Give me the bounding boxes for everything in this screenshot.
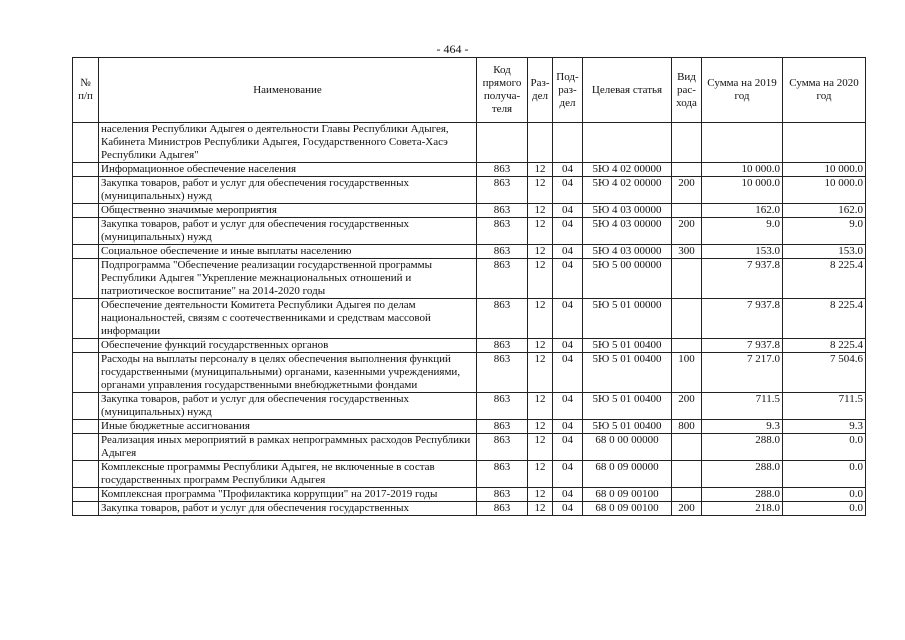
cell-target: 5Ю 5 00 00000 bbox=[583, 259, 672, 299]
cell-sum-2020: 7 504.6 bbox=[783, 353, 866, 393]
cell-podrazdel: 04 bbox=[553, 299, 583, 339]
cell-podrazdel: 04 bbox=[553, 420, 583, 434]
cell-code bbox=[477, 123, 528, 163]
cell-sum-2019: 288.0 bbox=[702, 461, 783, 488]
cell-target: 68 0 09 00000 bbox=[583, 461, 672, 488]
cell-vid: 100 bbox=[672, 353, 702, 393]
cell-num bbox=[73, 502, 99, 516]
cell-num bbox=[73, 339, 99, 353]
cell-podrazdel: 04 bbox=[553, 488, 583, 502]
cell-sum-2019: 10 000.0 bbox=[702, 177, 783, 204]
table-row bbox=[73, 177, 866, 204]
cell-podrazdel: 04 bbox=[553, 353, 583, 393]
cell-vid: 200 bbox=[672, 502, 702, 516]
table-row bbox=[73, 259, 866, 299]
cell-num bbox=[73, 488, 99, 502]
cell-code: 863 bbox=[477, 488, 528, 502]
cell-sum-2019: 153.0 bbox=[702, 245, 783, 259]
cell-target: 5Ю 4 02 00000 bbox=[583, 177, 672, 204]
cell-razdel: 12 bbox=[528, 259, 553, 299]
cell-razdel: 12 bbox=[528, 502, 553, 516]
cell-name: Социальное обеспечение и иные выплаты населению bbox=[99, 245, 477, 259]
cell-num bbox=[73, 353, 99, 393]
cell-sum-2019: 9.3 bbox=[702, 420, 783, 434]
cell-sum-2020: 0.0 bbox=[783, 502, 866, 516]
cell-code: 863 bbox=[477, 204, 528, 218]
cell-vid bbox=[672, 123, 702, 163]
cell-razdel: 12 bbox=[528, 393, 553, 420]
cell-name: Закупка товаров, работ и услуг для обеспечения государственных bbox=[99, 502, 477, 516]
cell-vid bbox=[672, 488, 702, 502]
cell-name: Закупка товаров, работ и услуг для обеспечения государственных (муниципальных) нужд bbox=[99, 218, 477, 245]
cell-code: 863 bbox=[477, 259, 528, 299]
cell-razdel: 12 bbox=[528, 177, 553, 204]
table-row bbox=[73, 488, 866, 502]
cell-sum-2019: 7 937.8 bbox=[702, 299, 783, 339]
cell-name: Комплексная программа "Профилактика коррупции" на 2017-2019 годы bbox=[99, 488, 477, 502]
header-num: № п/п bbox=[73, 58, 99, 123]
cell-num bbox=[73, 393, 99, 420]
table-row bbox=[73, 245, 866, 259]
cell-podrazdel bbox=[553, 123, 583, 163]
cell-sum-2019: 9.0 bbox=[702, 218, 783, 245]
cell-podrazdel: 04 bbox=[553, 218, 583, 245]
cell-razdel bbox=[528, 123, 553, 163]
cell-target: 5Ю 5 01 00000 bbox=[583, 299, 672, 339]
cell-sum-2020: 0.0 bbox=[783, 461, 866, 488]
cell-num bbox=[73, 245, 99, 259]
table-row bbox=[73, 420, 866, 434]
cell-code: 863 bbox=[477, 461, 528, 488]
table-row bbox=[73, 461, 866, 488]
cell-sum-2019: 288.0 bbox=[702, 434, 783, 461]
cell-num bbox=[73, 259, 99, 299]
cell-podrazdel: 04 bbox=[553, 339, 583, 353]
cell-code: 863 bbox=[477, 420, 528, 434]
cell-sum-2019: 288.0 bbox=[702, 488, 783, 502]
cell-razdel: 12 bbox=[528, 339, 553, 353]
cell-razdel: 12 bbox=[528, 420, 553, 434]
cell-vid: 300 bbox=[672, 245, 702, 259]
cell-num bbox=[73, 163, 99, 177]
cell-sum-2019: 218.0 bbox=[702, 502, 783, 516]
cell-razdel: 12 bbox=[528, 245, 553, 259]
cell-podrazdel: 04 bbox=[553, 434, 583, 461]
cell-podrazdel: 04 bbox=[553, 393, 583, 420]
cell-vid bbox=[672, 434, 702, 461]
cell-sum-2020: 10 000.0 bbox=[783, 163, 866, 177]
cell-target: 5Ю 4 03 00000 bbox=[583, 245, 672, 259]
table-row bbox=[73, 353, 866, 393]
header-sum-2019: Сумма на 2019 год bbox=[702, 58, 783, 123]
cell-name: Расходы на выплаты персоналу в целях обеспечения выполнения функций государственными (муниципальными) органами, казенными учреждениями, органами управления государственными внебюджетными фондами bbox=[99, 353, 477, 393]
cell-name: Иные бюджетные ассигнования bbox=[99, 420, 477, 434]
cell-code: 863 bbox=[477, 163, 528, 177]
cell-num bbox=[73, 177, 99, 204]
cell-podrazdel: 04 bbox=[553, 461, 583, 488]
cell-sum-2020: 8 225.4 bbox=[783, 299, 866, 339]
cell-vid: 200 bbox=[672, 218, 702, 245]
cell-podrazdel: 04 bbox=[553, 245, 583, 259]
cell-target: 5Ю 5 01 00400 bbox=[583, 420, 672, 434]
cell-vid bbox=[672, 461, 702, 488]
cell-code: 863 bbox=[477, 177, 528, 204]
header-razdel: Раз-дел bbox=[528, 58, 553, 123]
cell-code: 863 bbox=[477, 339, 528, 353]
page-number: - 464 - bbox=[436, 42, 469, 56]
cell-target: 68 0 00 00000 bbox=[583, 434, 672, 461]
cell-code: 863 bbox=[477, 299, 528, 339]
cell-vid: 800 bbox=[672, 420, 702, 434]
cell-target: 5Ю 4 03 00000 bbox=[583, 204, 672, 218]
cell-sum-2020: 0.0 bbox=[783, 488, 866, 502]
cell-num bbox=[73, 123, 99, 163]
cell-num bbox=[73, 420, 99, 434]
cell-razdel: 12 bbox=[528, 353, 553, 393]
cell-target: 68 0 09 00100 bbox=[583, 488, 672, 502]
cell-target: 5Ю 4 02 00000 bbox=[583, 163, 672, 177]
cell-sum-2020: 711.5 bbox=[783, 393, 866, 420]
cell-razdel: 12 bbox=[528, 488, 553, 502]
header-vid: Вид рас-хода bbox=[672, 58, 702, 123]
cell-sum-2019: 711.5 bbox=[702, 393, 783, 420]
cell-code: 863 bbox=[477, 245, 528, 259]
cell-sum-2020: 0.0 bbox=[783, 434, 866, 461]
table-row bbox=[73, 434, 866, 461]
cell-razdel: 12 bbox=[528, 461, 553, 488]
budget-table bbox=[72, 57, 866, 516]
cell-name: Общественно значимые мероприятия bbox=[99, 204, 477, 218]
cell-target: 5Ю 5 01 00400 bbox=[583, 339, 672, 353]
table-header bbox=[73, 58, 866, 123]
cell-podrazdel: 04 bbox=[553, 502, 583, 516]
cell-vid bbox=[672, 299, 702, 339]
cell-vid bbox=[672, 259, 702, 299]
cell-num bbox=[73, 204, 99, 218]
cell-num bbox=[73, 434, 99, 461]
cell-podrazdel: 04 bbox=[553, 177, 583, 204]
cell-code: 863 bbox=[477, 393, 528, 420]
cell-sum-2020: 162.0 bbox=[783, 204, 866, 218]
cell-razdel: 12 bbox=[528, 299, 553, 339]
cell-name: Подпрограмма "Обеспечение реализации государственной программы Республики Адыгея "Укрепление межнациональных отношений и патриотическое воспитание" на 2014-2020 годы bbox=[99, 259, 477, 299]
cell-sum-2020: 8 225.4 bbox=[783, 339, 866, 353]
cell-sum-2019: 7 217.0 bbox=[702, 353, 783, 393]
cell-sum-2020: 8 225.4 bbox=[783, 259, 866, 299]
cell-target: 5Ю 5 01 00400 bbox=[583, 393, 672, 420]
table-row bbox=[73, 163, 866, 177]
cell-razdel: 12 bbox=[528, 163, 553, 177]
cell-target bbox=[583, 123, 672, 163]
table-row bbox=[73, 218, 866, 245]
header-sum-2020: Сумма на 2020 год bbox=[783, 58, 866, 123]
table-row bbox=[73, 393, 866, 420]
header-code: Код прямого получа-теля bbox=[477, 58, 528, 123]
cell-num bbox=[73, 299, 99, 339]
cell-podrazdel: 04 bbox=[553, 259, 583, 299]
cell-name: Закупка товаров, работ и услуг для обеспечения государственных (муниципальных) нужд bbox=[99, 393, 477, 420]
cell-vid: 200 bbox=[672, 177, 702, 204]
cell-target: 5Ю 4 03 00000 bbox=[583, 218, 672, 245]
cell-sum-2020: 9.0 bbox=[783, 218, 866, 245]
cell-vid bbox=[672, 204, 702, 218]
cell-sum-2020: 153.0 bbox=[783, 245, 866, 259]
table-row bbox=[73, 502, 866, 516]
cell-sum-2020: 10 000.0 bbox=[783, 177, 866, 204]
table-row bbox=[73, 123, 866, 163]
cell-sum-2019: 7 937.8 bbox=[702, 259, 783, 299]
cell-code: 863 bbox=[477, 353, 528, 393]
cell-target: 5Ю 5 01 00400 bbox=[583, 353, 672, 393]
table-row bbox=[73, 204, 866, 218]
cell-name: населения Республики Адыгея о деятельности Главы Республики Адыгея, Кабинета Министров Республики Адыгея, Государственного Совета-Хасэ Республики Адыгея" bbox=[99, 123, 477, 163]
cell-sum-2019: 7 937.8 bbox=[702, 339, 783, 353]
cell-sum-2020 bbox=[783, 123, 866, 163]
cell-sum-2020: 9.3 bbox=[783, 420, 866, 434]
cell-podrazdel: 04 bbox=[553, 163, 583, 177]
cell-sum-2019 bbox=[702, 123, 783, 163]
cell-razdel: 12 bbox=[528, 218, 553, 245]
cell-vid bbox=[672, 163, 702, 177]
header-name: Наименование bbox=[99, 58, 477, 123]
cell-podrazdel: 04 bbox=[553, 204, 583, 218]
cell-sum-2019: 162.0 bbox=[702, 204, 783, 218]
table-row bbox=[73, 339, 866, 353]
cell-name: Реализация иных мероприятий в рамках непрограммных расходов Республики Адыгея bbox=[99, 434, 477, 461]
table-row bbox=[73, 299, 866, 339]
header-target: Целевая статья bbox=[583, 58, 672, 123]
cell-razdel: 12 bbox=[528, 204, 553, 218]
cell-code: 863 bbox=[477, 218, 528, 245]
cell-name: Комплексные программы Республики Адыгея, не включенные в состав государственных программ Республики Адыгея bbox=[99, 461, 477, 488]
cell-code: 863 bbox=[477, 434, 528, 461]
cell-code: 863 bbox=[477, 502, 528, 516]
cell-target: 68 0 09 00100 bbox=[583, 502, 672, 516]
cell-num bbox=[73, 218, 99, 245]
cell-name: Информационное обеспечение населения bbox=[99, 163, 477, 177]
cell-name: Обеспечение деятельности Комитета Республики Адыгея по делам национальностей, связям с соотечественниками и средствам массовой информации bbox=[99, 299, 477, 339]
cell-name: Обеспечение функций государственных органов bbox=[99, 339, 477, 353]
table-body bbox=[73, 123, 866, 516]
cell-name: Закупка товаров, работ и услуг для обеспечения государственных (муниципальных) нужд bbox=[99, 177, 477, 204]
cell-razdel: 12 bbox=[528, 434, 553, 461]
cell-sum-2019: 10 000.0 bbox=[702, 163, 783, 177]
cell-vid bbox=[672, 339, 702, 353]
cell-num bbox=[73, 461, 99, 488]
header-podrazdel: Под-раз-дел bbox=[553, 58, 583, 123]
cell-vid: 200 bbox=[672, 393, 702, 420]
